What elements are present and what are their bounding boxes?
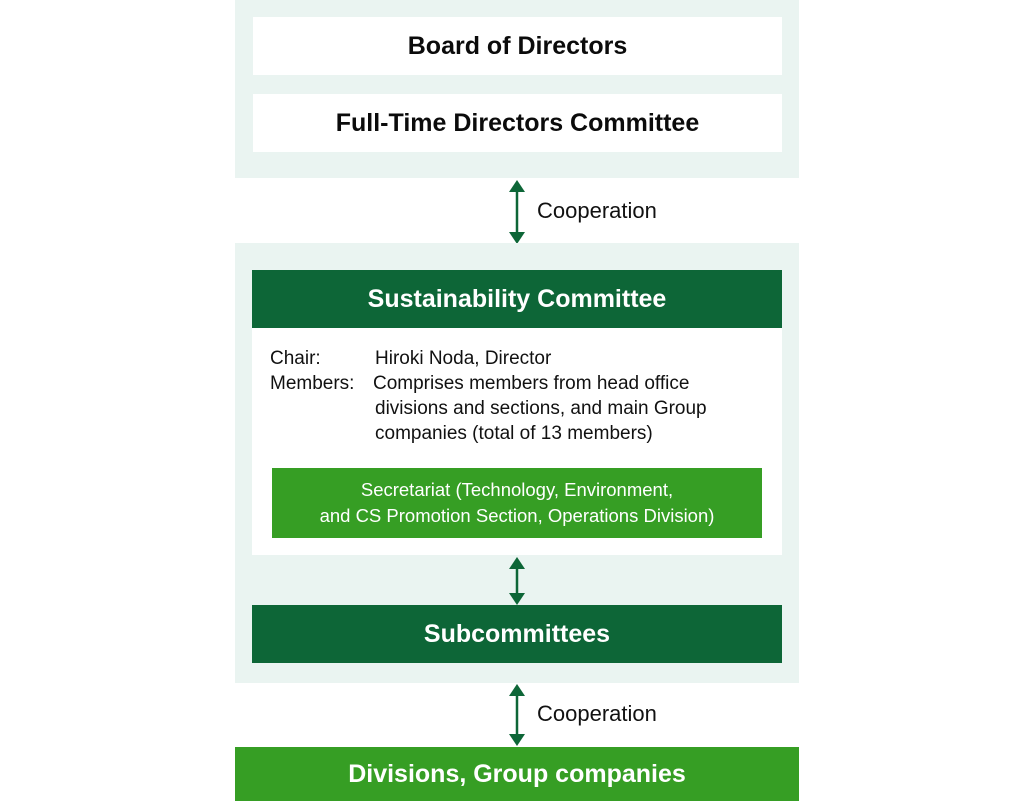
board-of-directors-title: Board of Directors — [407, 31, 628, 60]
secretariat-line-2: and CS Promotion Section, Operations Division) — [319, 505, 715, 526]
double-arrow-icon — [506, 557, 528, 605]
cooperation-label-bottom: Cooperation — [537, 701, 657, 726]
chair-value: Hiroki Noda, Director — [375, 348, 552, 369]
secretariat-line-1: Secretariat (Technology, Environment, — [360, 479, 674, 500]
members-line-3: companies (total of 13 members) — [375, 423, 653, 444]
full-time-directors-committee-title: Full-Time Directors Committee — [335, 108, 700, 137]
divisions-group-companies-title: Divisions, Group companies — [348, 759, 686, 788]
divisions-group-companies-box — [235, 747, 799, 801]
members-label: Members: — [270, 373, 355, 394]
members-line-1: Comprises members from head office — [373, 373, 690, 394]
cooperation-label-top: Cooperation — [537, 198, 657, 223]
full-time-directors-committee-box — [253, 94, 782, 152]
sustainability-committee-title: Sustainability Committee — [367, 284, 667, 313]
subcommittees-box — [252, 605, 782, 663]
subcommittees-title: Subcommittees — [423, 619, 611, 648]
secretariat-box — [272, 468, 762, 538]
double-arrow-icon — [506, 684, 528, 746]
members-line-2: divisions and sections, and main Group — [375, 398, 707, 419]
board-of-directors-box — [253, 17, 782, 75]
sustainability-committee-header — [252, 270, 782, 328]
double-arrow-icon — [506, 180, 528, 244]
chair-label: Chair: — [270, 348, 321, 369]
